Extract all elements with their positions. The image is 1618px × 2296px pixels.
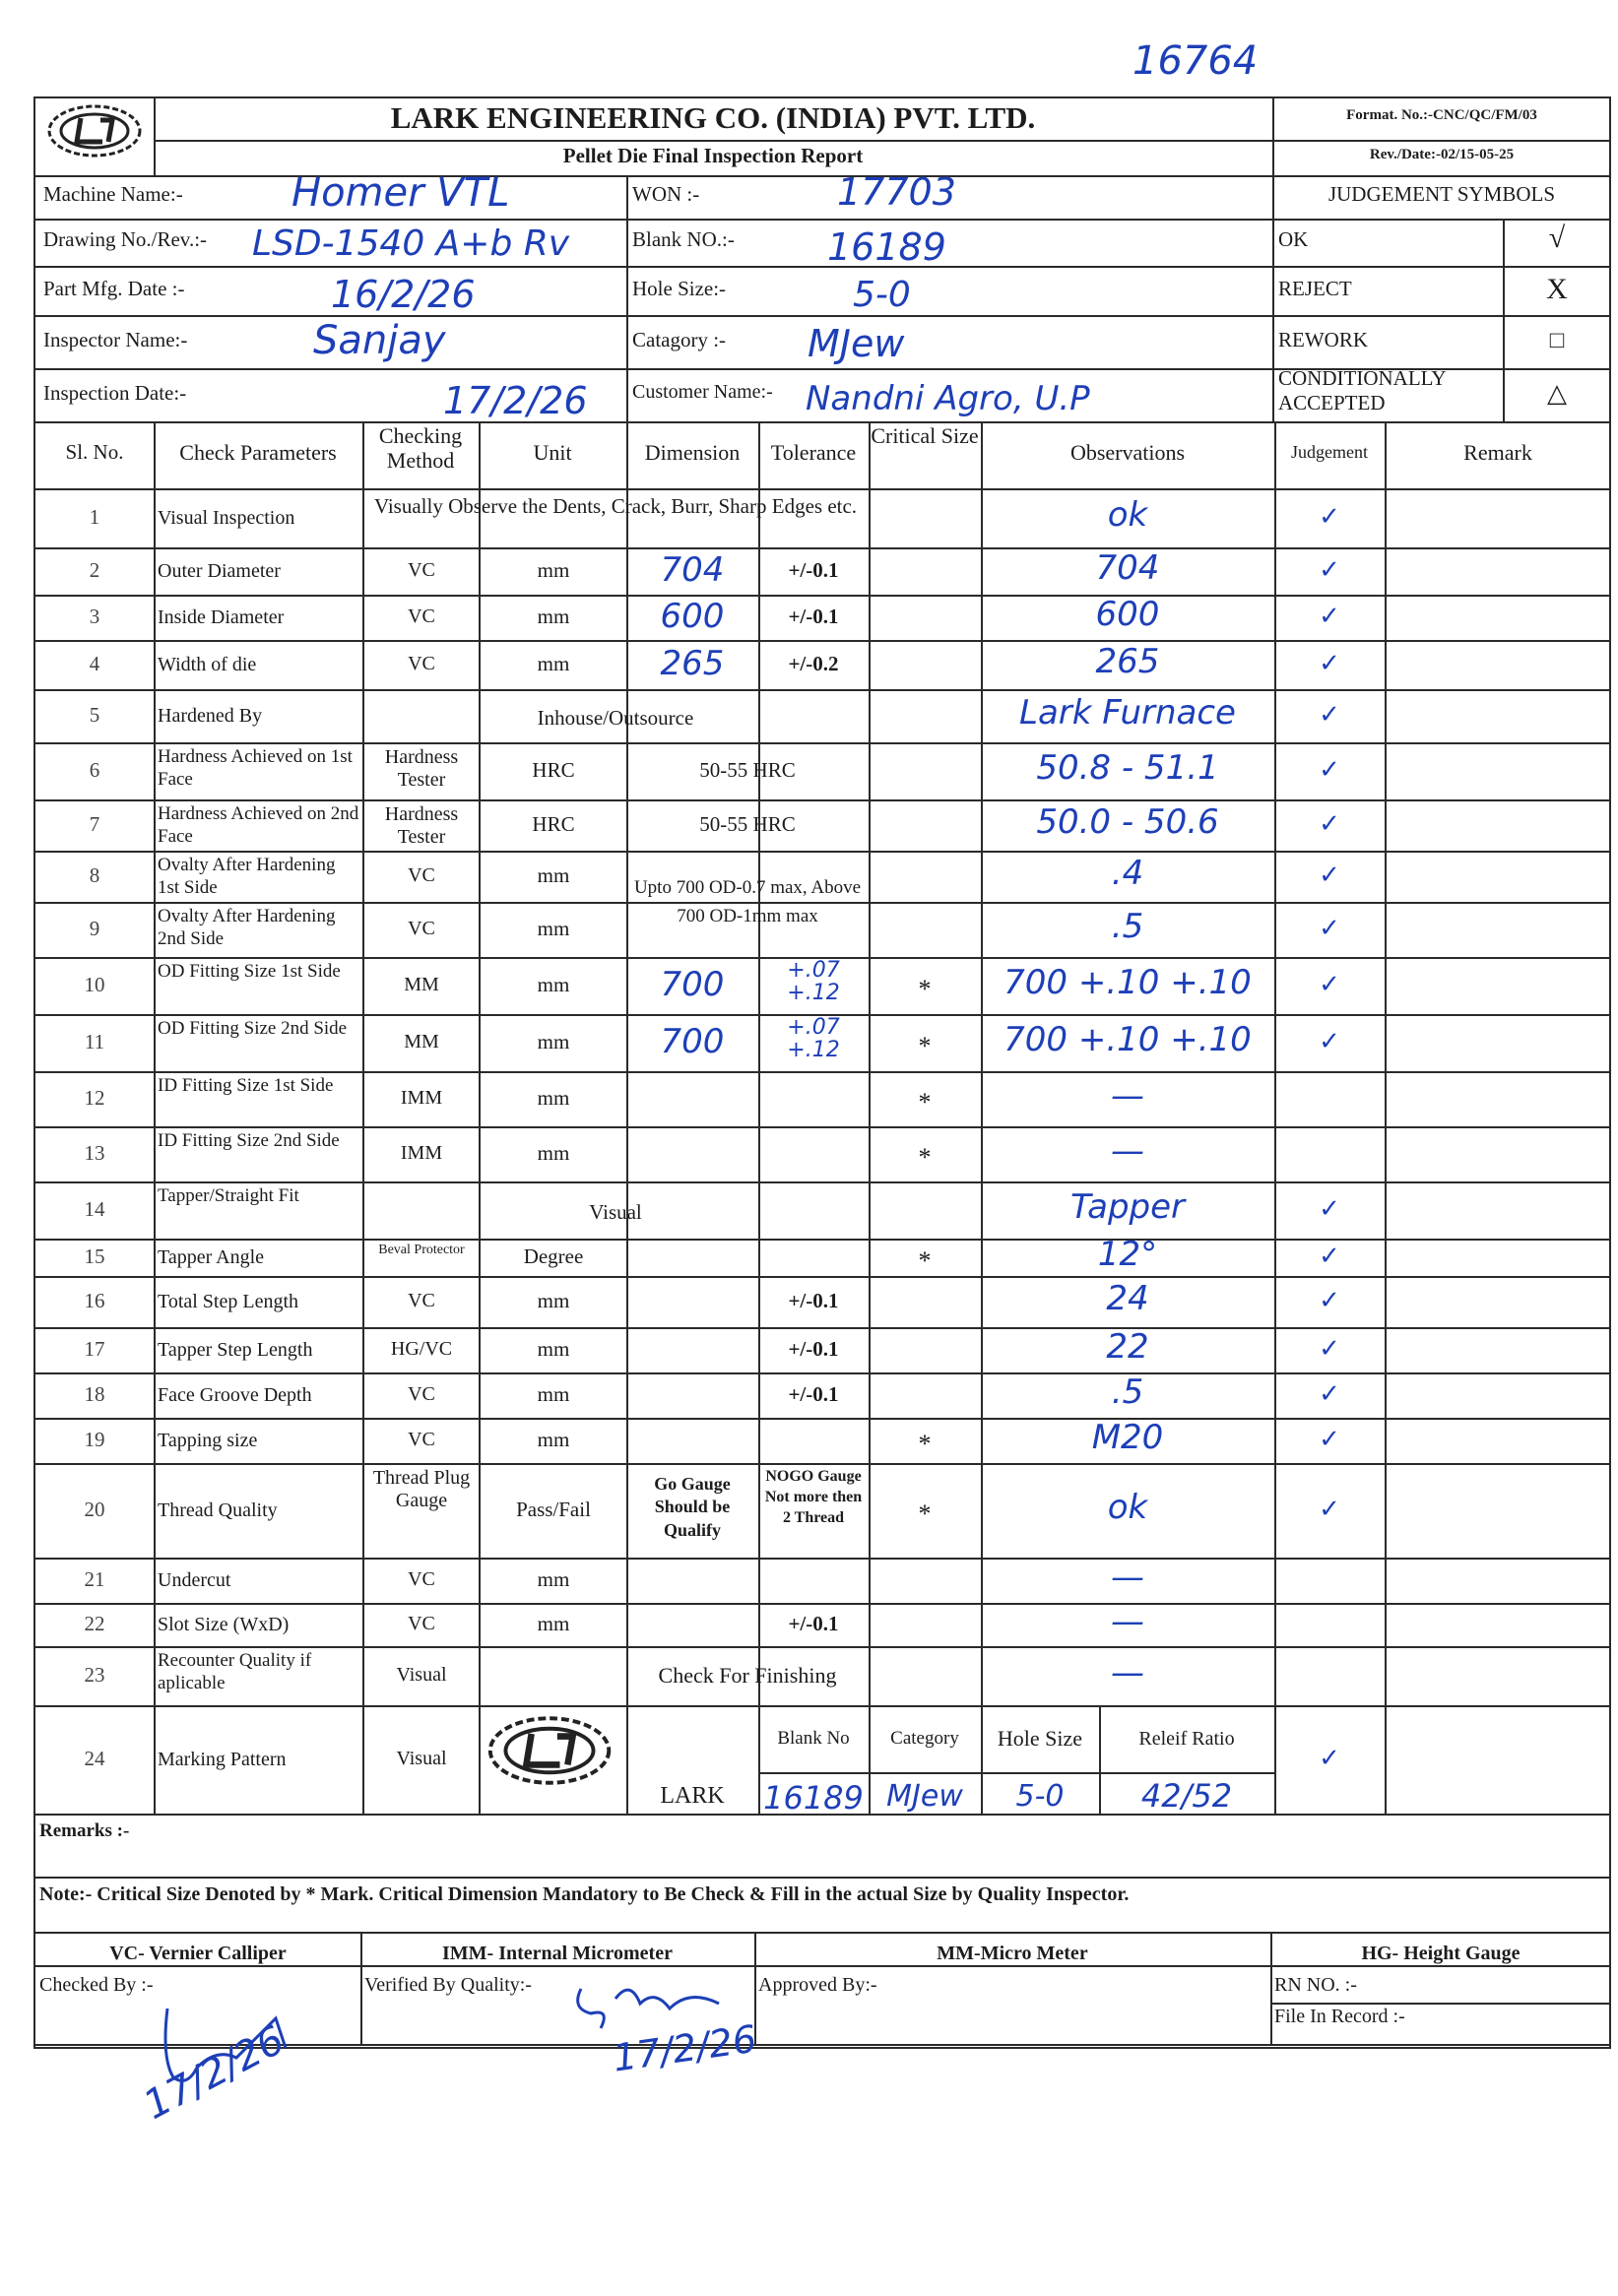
ovalty-spec: Upto 700 OD-0.7 max, Above 700 OD-1mm max — [633, 877, 862, 926]
row-observation: — — [1111, 1653, 1144, 1692]
hole-size-label: Hole Size:- — [632, 277, 727, 300]
symbol-conditional-label: CONDITIONALLY ACCEPTED — [1278, 366, 1446, 415]
row-judgement-tick: ✓ — [1319, 1242, 1340, 1271]
row-checking-method: IMM — [400, 1087, 443, 1109]
row-sl-no: 6 — [89, 758, 100, 782]
row-checking-method: VC — [408, 918, 435, 939]
row-tolerance: +/-0.1 — [788, 605, 839, 628]
row-judgement-tick: ✓ — [1319, 1495, 1340, 1524]
row-unit: mm — [537, 863, 570, 887]
marking-logo-icon — [481, 1713, 618, 1788]
row-dimension: Go Gauge Should be Qualify — [654, 1474, 731, 1540]
row-observation: .4 — [1111, 854, 1144, 893]
row-sl-no: 4 — [89, 652, 100, 675]
row-check-parameter: Tapper Angle — [158, 1246, 265, 1268]
row-sl-no: 10 — [84, 973, 105, 996]
grid-line — [758, 1772, 1274, 1774]
row-judgement-tick: ✓ — [1319, 755, 1340, 785]
row-judgement-tick: ✓ — [1319, 1744, 1340, 1773]
reject-x-icon: X — [1546, 273, 1568, 305]
row-tolerance: +.07 +.12 — [787, 1015, 840, 1063]
row-unit: HRC — [532, 812, 575, 836]
grid-line — [1274, 421, 1276, 1814]
row-dimension: 700 — [660, 1022, 725, 1061]
row-checking-method: VC — [408, 1568, 435, 1590]
row-unit: mm — [537, 605, 570, 628]
row-checking-method: VC — [408, 1383, 435, 1405]
row-unit: mm — [537, 1086, 570, 1110]
grid-line — [33, 175, 1611, 177]
row-critical-marker: * — [918, 1032, 932, 1060]
row-dimension: 600 — [660, 597, 725, 636]
row-critical-marker: * — [918, 975, 932, 1003]
grid-line — [33, 851, 1611, 853]
row-check-parameter: Tapping size — [158, 1430, 258, 1451]
marking-relief-ratio-header: Releif Ratio — [1138, 1728, 1235, 1750]
row-observation: .5 — [1111, 907, 1144, 946]
row-sl-no: 13 — [84, 1141, 105, 1165]
grid-line — [33, 1603, 1611, 1605]
row-observation: 24 — [1106, 1279, 1149, 1318]
grid-line — [626, 175, 628, 421]
row-checking-method: Thread Plug Gauge — [372, 1467, 471, 1511]
row-unit: mm — [537, 1567, 570, 1591]
machine-name-value: Homer VTL — [291, 170, 510, 216]
row-checking-method: Hardness Tester — [384, 803, 459, 848]
row-checking-method: VC — [408, 1429, 435, 1450]
row-spec: 50-55 HRC — [699, 812, 796, 836]
row-check-parameter: OD Fitting Size 1st Side — [158, 961, 341, 982]
grid-line — [33, 1372, 1611, 1374]
row-checking-method: VC — [408, 606, 435, 627]
row-sl-no: 12 — [84, 1086, 105, 1110]
row-critical-marker: * — [918, 1430, 932, 1458]
company-logo-icon — [43, 102, 146, 159]
row-unit: mm — [537, 1612, 570, 1635]
row-judgement-tick: ✓ — [1319, 555, 1340, 585]
row-judgement-tick: ✓ — [1319, 700, 1340, 730]
col-checking-method: Checking Method — [378, 423, 463, 474]
row-check-parameter: Face Groove Depth — [158, 1384, 312, 1406]
verified-by-date: 17/2/26 — [610, 2016, 759, 2080]
row-sl-no: 2 — [89, 558, 100, 582]
row-check-parameter: Visual Inspection — [158, 507, 295, 529]
row-check-parameter: Undercut — [158, 1569, 231, 1591]
grid-line — [1272, 140, 1611, 142]
symbol-ok-label: OK — [1278, 227, 1309, 251]
grid-line — [758, 421, 760, 1814]
row-dimension: 700 — [660, 965, 725, 1004]
row-unit: mm — [537, 1428, 570, 1451]
customer-name-label: Customer Name:- — [632, 381, 773, 403]
row-judgement-tick: ✓ — [1319, 649, 1340, 678]
row-judgement-tick: ✓ — [1319, 970, 1340, 999]
row-observation: — — [1111, 1602, 1144, 1641]
row-sl-no: 19 — [84, 1428, 105, 1451]
marking-relief-ratio-value: 42/52 — [1140, 1777, 1233, 1815]
col-check-parameters: Check Parameters — [179, 440, 337, 465]
row-judgement-tick: ✓ — [1319, 1425, 1340, 1454]
revision-date: Rev./Date:-02/15-05-25 — [1369, 147, 1515, 162]
row-merged-spec: Visually Observe the Dents, Crack, Burr, Sharp Edges etc. — [373, 494, 858, 518]
row-merged-spec: Visual — [589, 1200, 642, 1224]
row-check-parameter: Hardness Achieved on 1st Face — [158, 746, 353, 790]
grid-line — [479, 421, 481, 1814]
checked-by-date: 17/2/26 — [136, 2016, 292, 2129]
row-unit: mm — [537, 1141, 570, 1165]
row-observation: — — [1111, 1076, 1144, 1116]
row-tolerance: +.07 +.12 — [787, 958, 840, 1006]
grid-line — [33, 219, 1611, 221]
row-observation: .5 — [1111, 1372, 1144, 1412]
grid-line — [33, 421, 1611, 423]
marking-hole-size-value: 5-0 — [1015, 1779, 1065, 1814]
row-observation: 22 — [1106, 1327, 1149, 1367]
row-checking-method: VC — [408, 864, 435, 886]
row-dimension: 265 — [660, 644, 725, 683]
blank-no-value: 16189 — [827, 225, 946, 269]
row-observation: 600 — [1095, 595, 1160, 634]
format-number: Format. No.:-CNC/QC/FM/03 — [1346, 107, 1537, 123]
row-judgement-tick: ✓ — [1319, 1194, 1340, 1224]
row-sl-no: 14 — [84, 1197, 105, 1221]
row-checking-method: MM — [404, 1031, 439, 1052]
grid-line — [33, 1558, 1611, 1560]
col-unit: Unit — [533, 440, 572, 465]
row-tolerance: +/-0.2 — [788, 652, 839, 675]
won-value: 17703 — [837, 170, 956, 214]
remarks-label: Remarks :- — [39, 1820, 130, 1841]
row-observation: 12° — [1097, 1235, 1158, 1274]
row-observation: 704 — [1095, 548, 1160, 588]
row-sl-no: 18 — [84, 1382, 105, 1406]
grid-line — [33, 1932, 1611, 1934]
row-observation: ok — [1107, 495, 1148, 535]
row-observation: 50.0 - 50.6 — [1036, 802, 1219, 842]
critical-size-note: Note:- Critical Size Denoted by * Mark. Critical Dimension Mandatory to Be Check & Fill in the actual Size by Quality Inspector. — [39, 1883, 1130, 1905]
hole-size-value: 5-0 — [853, 275, 911, 315]
grid-line — [33, 547, 1611, 549]
row-tolerance: +/-0.1 — [788, 558, 839, 582]
row-unit: mm — [537, 652, 570, 675]
grid-line — [33, 799, 1611, 801]
row-critical-marker: * — [918, 1499, 932, 1528]
verified-by-label: Verified By Quality:- — [364, 1974, 532, 1996]
row-check-parameter: Total Step Length — [158, 1291, 299, 1312]
row-judgement-tick: ✓ — [1319, 1379, 1340, 1409]
col-remark: Remark — [1463, 440, 1532, 465]
handwritten-file-number: 16764 — [1133, 38, 1259, 84]
row-checking-method: IMM — [400, 1142, 443, 1164]
marking-blank-no-header: Blank No — [777, 1728, 850, 1749]
grid-line — [33, 640, 1611, 642]
row-dimension: 704 — [660, 550, 725, 590]
marking-blank-no-value: 16189 — [763, 1779, 864, 1817]
row-critical-marker: * — [918, 1246, 932, 1275]
row-tolerance: NOGO Gauge Not more then 2 Thread — [764, 1468, 863, 1526]
drawing-no-label: Drawing No./Rev.:- — [43, 227, 208, 251]
row-observation: Lark Furnace — [1019, 693, 1236, 733]
symbol-rework-label: REWORK — [1278, 328, 1368, 351]
row-sl-no: 8 — [89, 863, 100, 887]
inspector-name-value: Sanjay — [313, 318, 446, 363]
row-sl-no: 23 — [84, 1663, 105, 1687]
marking-category-header: Category — [890, 1728, 959, 1749]
row-check-parameter: Slot Size (WxD) — [158, 1614, 290, 1635]
symbol-reject-label: REJECT — [1278, 277, 1352, 300]
row-check-parameter: Marking Pattern — [158, 1749, 287, 1770]
machine-name-label: Machine Name:- — [43, 182, 183, 206]
row-check-parameter: Tapper/Straight Fit — [158, 1185, 299, 1206]
row-tolerance: +/-0.1 — [788, 1612, 839, 1635]
row-sl-no: 22 — [84, 1612, 105, 1635]
col-dimension: Dimension — [644, 440, 741, 465]
row-check-parameter: Recounter Quality if aplicable — [158, 1650, 312, 1693]
customer-name-value: Nandni Agro, U.P — [806, 379, 1090, 418]
row-unit: mm — [537, 1337, 570, 1361]
part-mfg-date-value: 16/2/26 — [331, 273, 476, 316]
grid-line — [869, 421, 871, 1814]
row-checking-method: Visual — [396, 1664, 447, 1686]
marking-hole-size-header: Hole Size — [997, 1726, 1083, 1751]
part-mfg-date-label: Part Mfg. Date :- — [43, 277, 185, 300]
row-judgement-tick: ✓ — [1319, 809, 1340, 839]
row-check-parameter: Outer Diameter — [158, 560, 281, 582]
row-tolerance: +/-0.1 — [788, 1382, 839, 1406]
row-check-parameter: Hardness Achieved on 2nd Face — [158, 803, 359, 847]
row-unit: mm — [537, 973, 570, 996]
grid-line — [33, 1877, 1611, 1879]
grid-line — [33, 742, 1611, 744]
row-check-parameter: Ovalty After Hardening 2nd Side — [158, 906, 336, 949]
row-checking-method: Beval Protector — [378, 1243, 465, 1257]
grid-line — [33, 1327, 1611, 1329]
row-critical-marker: * — [918, 1088, 932, 1116]
row-checking-method: Visual — [396, 1748, 447, 1769]
row-observation: M20 — [1091, 1418, 1164, 1457]
row-checking-method: VC — [408, 1613, 435, 1634]
row-judgement-tick: ✓ — [1319, 1334, 1340, 1364]
row-unit: mm — [537, 1289, 570, 1312]
row-observation: ok — [1107, 1488, 1148, 1527]
row-checking-method: VC — [408, 1290, 435, 1311]
row-observation: Tapper — [1069, 1187, 1186, 1227]
row-merged-spec: Inhouse/Outsource — [537, 706, 694, 730]
legend-imm: IMM- Internal Micrometer — [442, 1943, 673, 1964]
row-observation: 265 — [1095, 642, 1160, 681]
marking-category-value: MJew — [886, 1779, 963, 1814]
report-title: Pellet Die Final Inspection Report — [562, 144, 864, 167]
row-sl-no: 16 — [84, 1289, 105, 1312]
row-observation: 50.8 - 51.1 — [1036, 748, 1219, 788]
row-observation: — — [1111, 1131, 1144, 1171]
grid-line — [33, 315, 1611, 317]
row-sl-no: 11 — [84, 1030, 105, 1053]
row-check-parameter: Ovalty After Hardening 1st Side — [158, 855, 336, 898]
row-checking-method: HG/VC — [390, 1338, 453, 1360]
grid-line — [154, 421, 156, 1814]
grid-line — [33, 689, 1611, 691]
marking-brand: LARK — [660, 1783, 725, 1809]
row-judgement-tick: ✓ — [1319, 1027, 1340, 1056]
category-label: Catagory :- — [632, 328, 727, 351]
row-check-parameter: ID Fitting Size 2nd Side — [158, 1130, 340, 1151]
row-check-parameter: OD Fitting Size 2nd Side — [158, 1018, 348, 1039]
checked-by-label: Checked By :- — [39, 1974, 154, 1996]
grid-line — [362, 421, 364, 1814]
rework-square-icon: □ — [1549, 328, 1565, 353]
col-judgement: Judgement — [1291, 442, 1368, 462]
col-tolerance: Tolerance — [770, 440, 857, 465]
row-sl-no: 20 — [84, 1498, 105, 1521]
col-observations: Observations — [1069, 440, 1186, 465]
row-check-parameter: Thread Quality — [158, 1499, 278, 1521]
grid-line — [33, 1965, 1611, 1967]
grid-line — [1272, 175, 1274, 421]
grid-line — [1270, 2003, 1611, 2005]
grid-line — [33, 1181, 1611, 1183]
legend-mm: MM-Micro Meter — [937, 1943, 1088, 1964]
row-critical-marker: * — [918, 1143, 932, 1172]
row-checking-method: Hardness Tester — [384, 746, 459, 791]
grid-line — [33, 1463, 1611, 1465]
row-judgement-tick: ✓ — [1319, 602, 1340, 631]
grid-line — [33, 488, 1611, 490]
row-sl-no: 17 — [84, 1337, 105, 1361]
row-sl-no: 7 — [89, 812, 100, 836]
legend-vc: VC- Vernier Calliper — [109, 1943, 287, 1964]
grid-line — [154, 140, 1272, 142]
grid-line — [1385, 421, 1387, 1814]
row-spec: 50-55 HRC — [699, 758, 796, 782]
ok-check-icon: √ — [1548, 222, 1566, 254]
row-sl-no: 3 — [89, 605, 100, 628]
row-check-parameter: Hardened By — [158, 705, 263, 727]
row-judgement-tick: ✓ — [1319, 914, 1340, 943]
blank-no-label: Blank NO.:- — [632, 227, 735, 251]
inspection-date-value: 17/2/26 — [443, 379, 588, 422]
row-unit: mm — [537, 1382, 570, 1406]
grid-line — [33, 1276, 1611, 1278]
won-label: WON :- — [632, 182, 700, 206]
grid-line — [33, 1126, 1611, 1128]
inspection-date-label: Inspection Date:- — [43, 381, 187, 405]
grid-line — [33, 1418, 1611, 1420]
row-sl-no: 15 — [84, 1244, 105, 1268]
row-check-parameter: Width of die — [158, 654, 257, 675]
row-check-parameter: Tapper Step Length — [158, 1339, 313, 1361]
row-observation: 700 +.10 +.10 — [1003, 963, 1252, 1002]
approved-by-label: Approved By:- — [758, 1974, 877, 1996]
drawing-no-value: LSD-1540 A+b Rv — [252, 223, 570, 264]
row-unit: mm — [537, 917, 570, 940]
row-checking-method: MM — [404, 974, 439, 995]
row-unit: HRC — [532, 758, 575, 782]
row-unit: Pass/Fail — [516, 1498, 591, 1521]
grid-line — [33, 266, 1611, 268]
row-check-parameter: Inside Diameter — [158, 606, 285, 628]
row-judgement-tick: ✓ — [1319, 1286, 1340, 1315]
row-sl-no: 21 — [84, 1567, 105, 1591]
row-unit: mm — [537, 1030, 570, 1053]
row-unit: Degree — [523, 1244, 584, 1268]
col-sl-no: Sl. No. — [65, 440, 124, 464]
grid-line — [33, 1646, 1611, 1648]
row-sl-no: 24 — [84, 1747, 105, 1770]
conditional-triangle-icon: △ — [1547, 379, 1567, 408]
inspector-name-label: Inspector Name:- — [43, 328, 188, 351]
grid-line — [33, 1071, 1611, 1073]
col-critical-size: Critical Size — [871, 423, 979, 448]
legend-hg: HG- Height Gauge — [1361, 1943, 1521, 1964]
row-sl-no: 5 — [89, 703, 100, 727]
row-checking-method: VC — [408, 653, 435, 674]
row-checking-method: VC — [408, 559, 435, 581]
row-sl-no: 9 — [89, 917, 100, 940]
row-tolerance: +/-0.1 — [788, 1337, 839, 1361]
row-observation: 700 +.10 +.10 — [1003, 1020, 1252, 1059]
grid-line — [33, 1705, 1611, 1707]
row-check-parameter: ID Fitting Size 1st Side — [158, 1075, 334, 1096]
row-judgement-tick: ✓ — [1319, 502, 1340, 532]
row-tolerance: +/-0.1 — [788, 1289, 839, 1312]
judgement-symbols-title: JUDGEMENT SYMBOLS — [1327, 182, 1556, 206]
row-sl-no: 1 — [89, 505, 100, 529]
company-name: LARK ENGINEERING CO. (INDIA) PVT. LTD. — [390, 100, 1036, 135]
row-observation: — — [1111, 1558, 1144, 1597]
row-judgement-tick: ✓ — [1319, 861, 1340, 890]
rn-no-label: RN NO. :- — [1274, 1974, 1357, 1996]
grid-line — [33, 1239, 1611, 1241]
file-in-record-label: File In Record :- — [1274, 2006, 1405, 2027]
row-unit: mm — [537, 558, 570, 582]
grid-line — [33, 595, 1611, 597]
row-spec: Check For Finishing — [658, 1663, 837, 1688]
category-value: MJew — [808, 322, 905, 365]
